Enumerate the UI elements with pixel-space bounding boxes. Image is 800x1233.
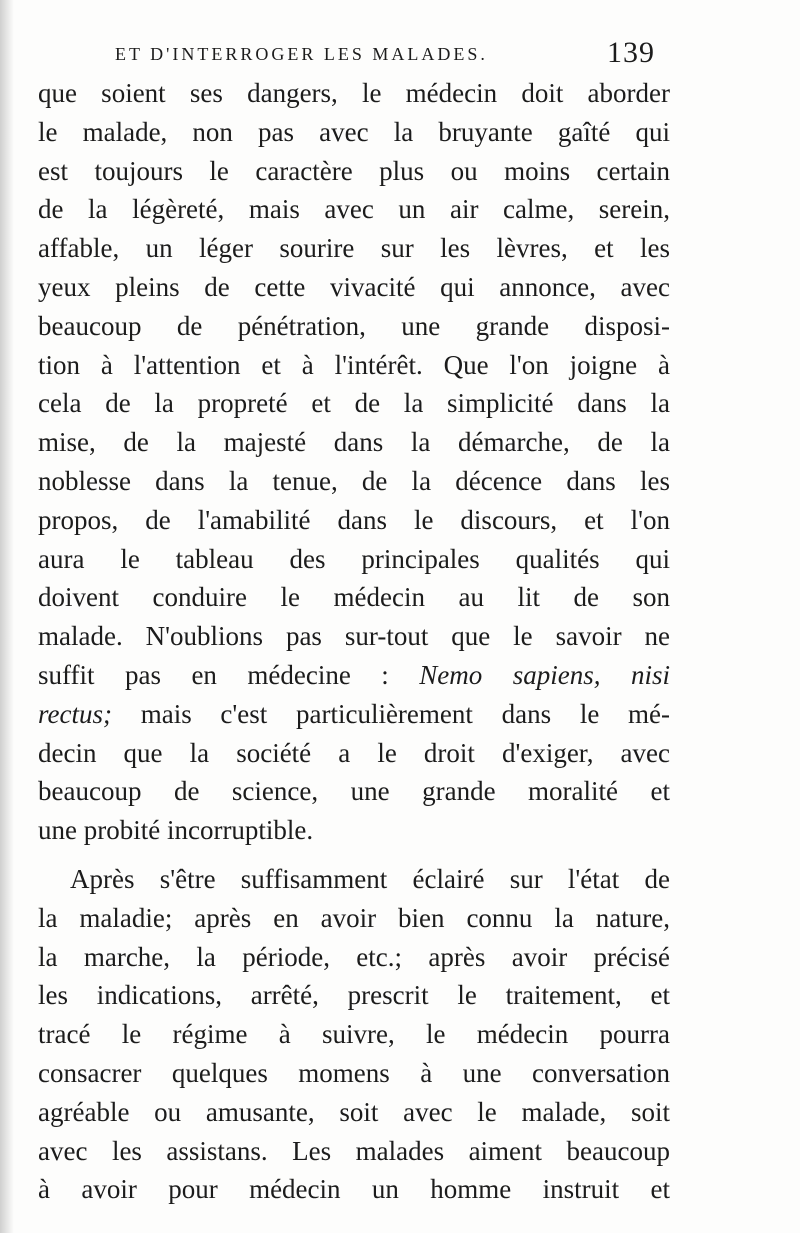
text-line: tracé le régime à suivre, le médecin pourra [38,1019,670,1050]
page-number: 139 [607,36,655,69]
text-line: le malade, non pas avec la bruyante gaîté qui [38,116,670,147]
text-line: affable, un léger sourire sur les lèvres, et les [38,233,670,264]
text-line: une probité incorruptible. [38,815,314,846]
running-title: ET D'INTERROGER LES MALADES. [115,44,488,64]
text-line: beaucoup de science, une grande moralité et [38,776,670,807]
text-line: doivent conduire le médecin au lit de son [38,582,670,613]
text-line: Après s'être suffisamment éclairé sur l'état de [70,863,670,894]
text-line: beaucoup de pénétration, une grande disposi- [38,310,670,341]
text-segment: mais c'est particulièrement dans le mé- [111,698,670,729]
latin-quote: rectus; [38,698,112,729]
text-line: la marche, la période, etc.; après avoir précisé [38,941,670,972]
page-gutter-shadow [0,0,14,1233]
text-line: agréable ou amusante, soit avec le malade, soit [38,1096,670,1127]
text-line: les indications, arrêté, prescrit le traitement, et [38,980,670,1011]
text-line: decin que la société a le droit d'exiger, avec [38,737,670,768]
text-line: propos, de l'amabilité dans le discours, et l'on [38,504,670,535]
text-line [38,656,670,695]
text-line: yeux pleins de cette vivacité qui annonce, avec [38,271,670,302]
text-line: consacrer quelques momens à une conversation [38,1057,670,1088]
text-line: noblesse dans la tenue, de la décence dans les [38,465,670,496]
text-segment: suffit pas en médecine : [38,659,420,690]
text-line: mise, de la majesté dans la démarche, de la [38,427,670,458]
text-line: est toujours le caractère plus ou moins certain [38,155,670,186]
body-text [38,74,670,1209]
text-line: à avoir pour médecin un homme instruit et [38,1174,670,1205]
paragraph-gap [38,850,670,860]
text-line [38,695,670,734]
text-line: de la légèreté, mais avec un air calme, serein, [38,194,670,225]
text-line: cela de la propreté et de la simplicité dans la [38,388,670,419]
text-line: malade. N'oublions pas sur-tout que le savoir ne [38,621,670,652]
running-head [115,36,675,76]
text-line: avec les assistans. Les malades aiment beaucoup [38,1135,670,1166]
text-line: tion à l'attention et à l'intérêt. Que l'on joigne à [38,349,670,380]
text-line: la maladie; après en avoir bien connu la nature, [38,902,670,933]
text-line: que soient ses dangers, le médecin doit aborder [38,78,670,108]
latin-quote: Nemo sapiens, nisi [419,659,670,690]
text-line: aura le tableau des principales qualités qui [38,543,670,574]
